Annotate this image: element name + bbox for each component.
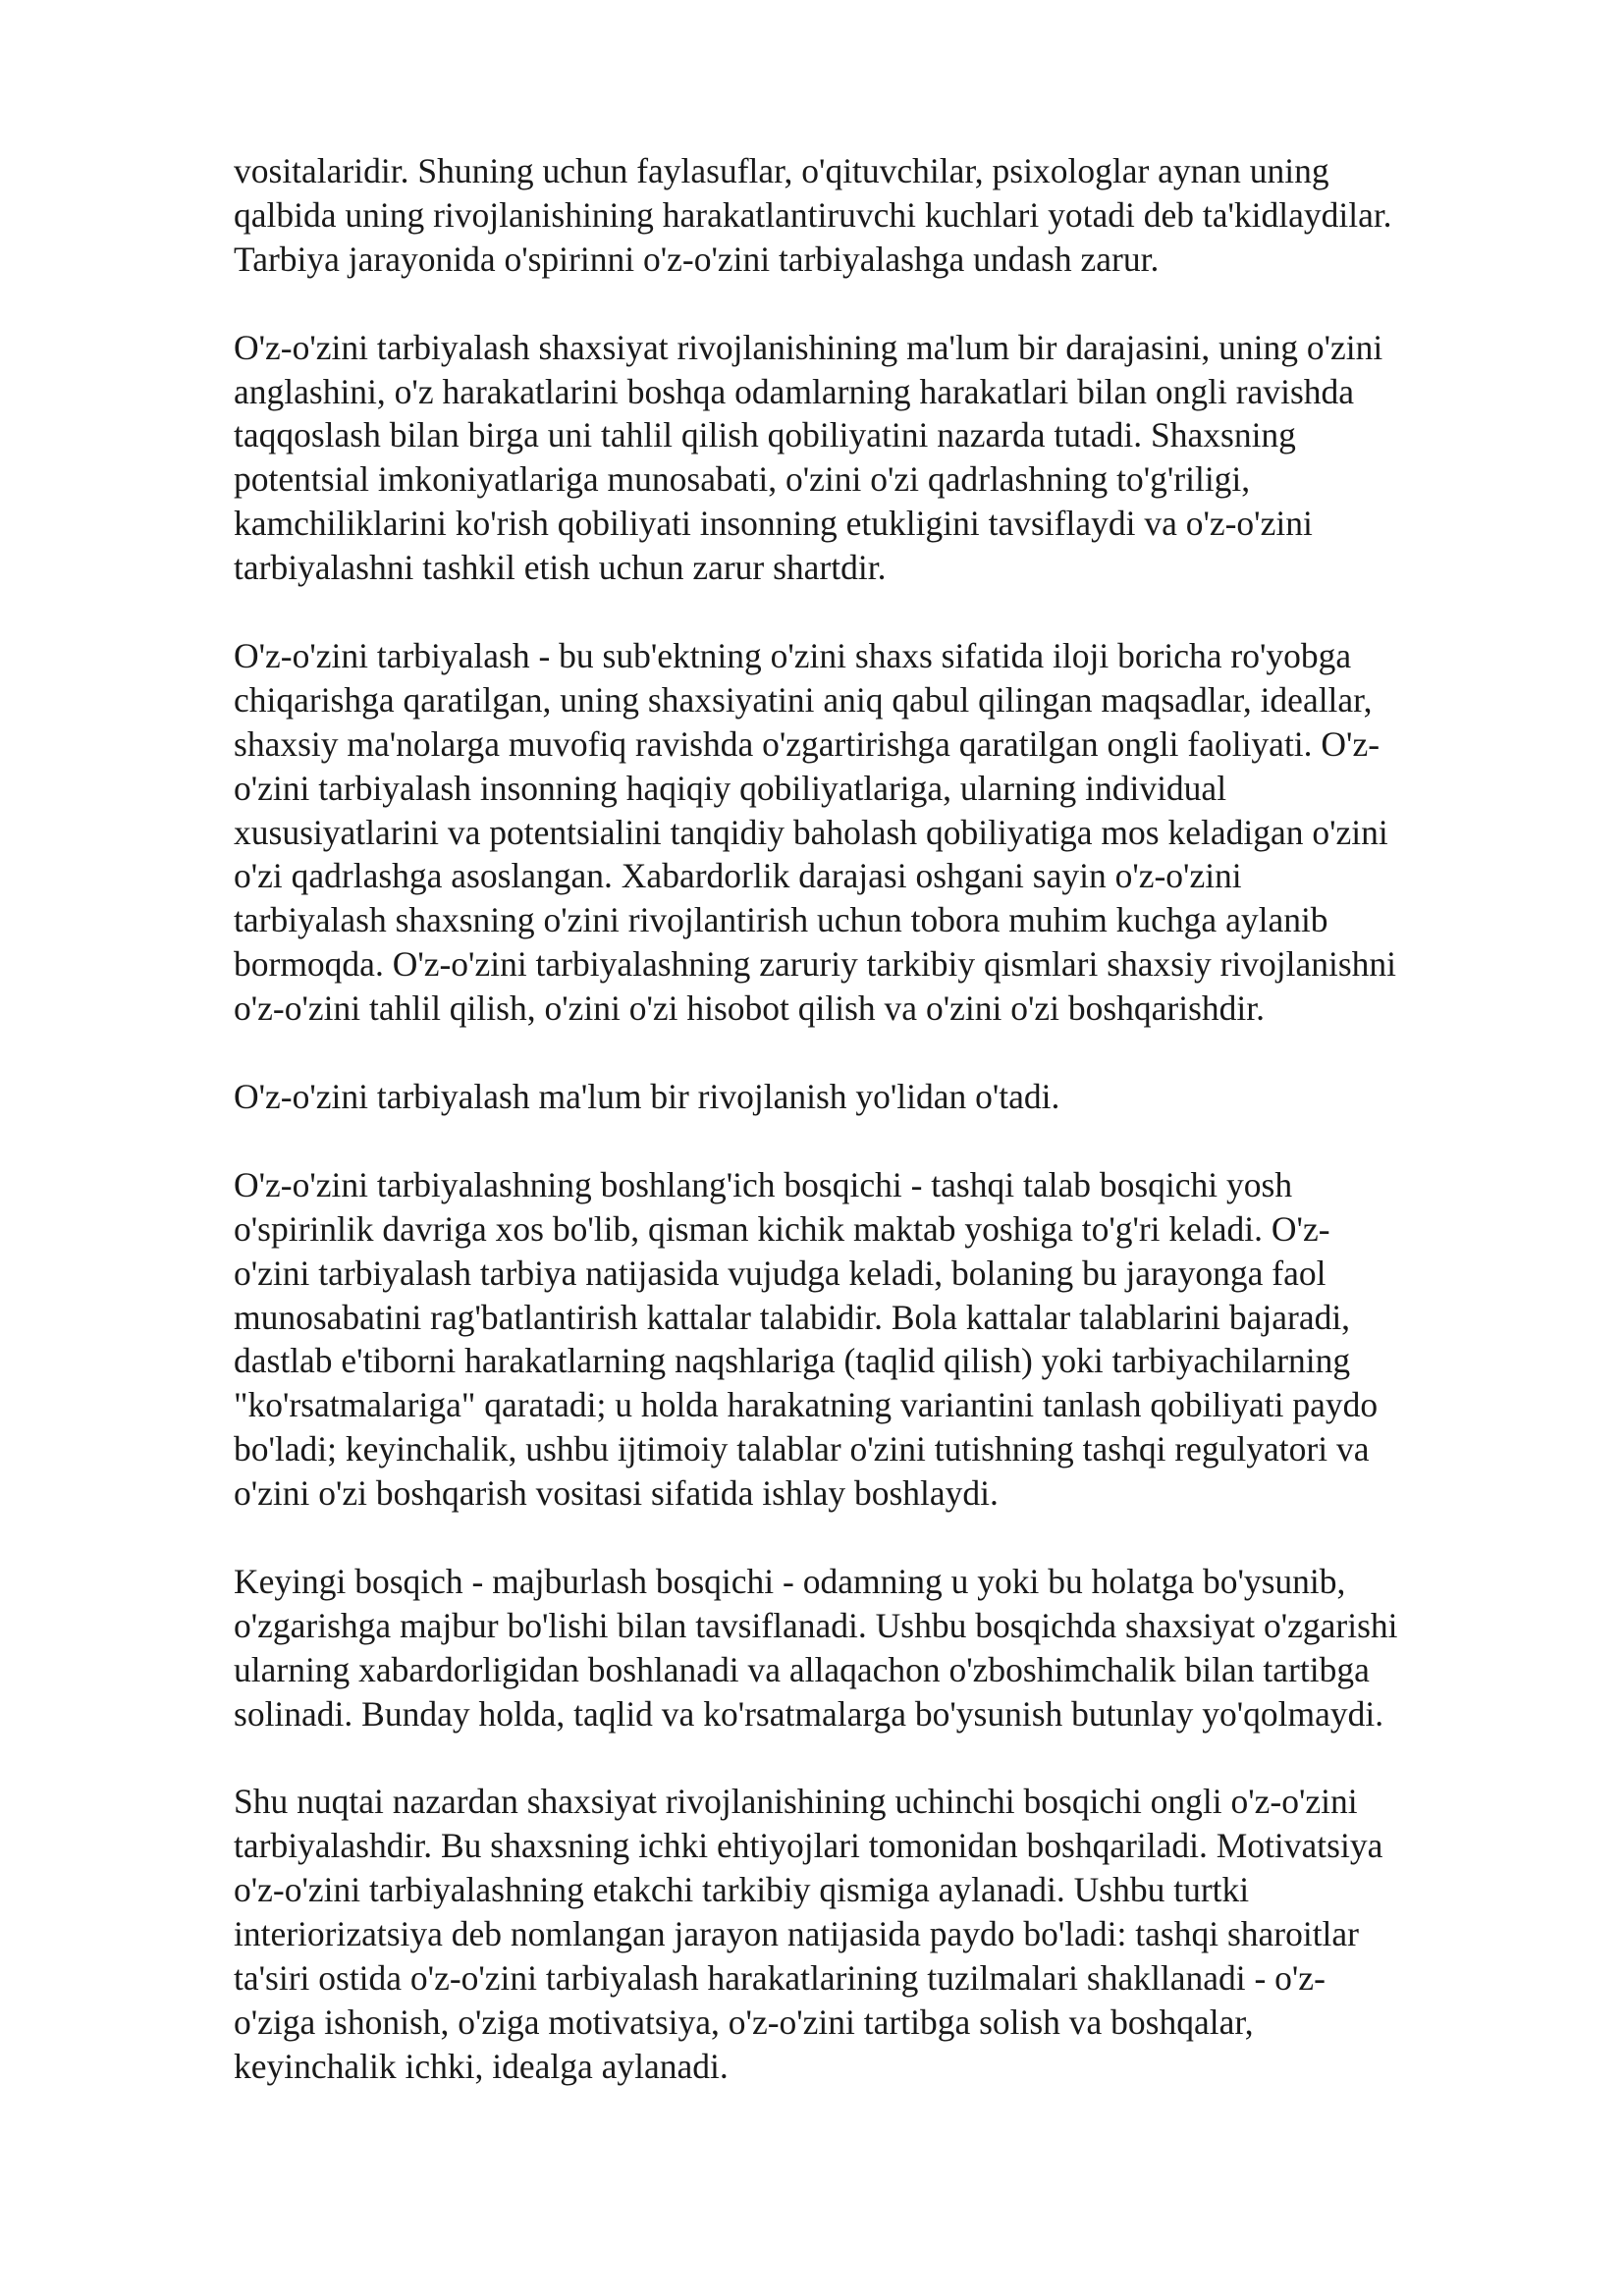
paragraph [234, 326, 1540, 590]
text-line: o'spirinlik davriga xos bo'lib, qisman kichik maktab yoshiga to'g'ri keladi. O'z- [234, 1208, 1330, 1249]
text-line: bo'ladi; keyinchalik, ushbu ijtimoiy talablar o'zini tutishning tashqi regulyatori va [234, 1429, 1370, 1469]
text-line: bormoqda. O'z-o'zini tarbiyalashning zaruriy tarkibiy qismlari shaxsiy rivojlanishni [234, 944, 1397, 985]
paragraph [234, 634, 1540, 1031]
text-line: interiorizatsiya deb nomlangan jarayon natijasida paydo bo'ladi: tashqi sharoitlar [234, 1914, 1360, 1954]
text-line: tarbiyalashdir. Bu shaxsning ichki ehtiyojlari tomonidan boshqariladi. Motivatsiya [234, 1826, 1383, 1866]
paragraph [234, 1560, 1540, 1736]
text-line: ta'siri ostida o'z-o'zini tarbiyalash harakatlarining tuzilmalari shakllanadi - o'z- [234, 1958, 1326, 1999]
text-line: O'z-o'zini tarbiyalash shaxsiyat rivojlanishining ma'lum bir darajasini, uning o'zini [234, 327, 1383, 367]
text-line: munosabatini rag'batlantirish kattalar talabidir. Bola kattalar talablarini bajaradi, [234, 1297, 1351, 1337]
text-line: o'ziga ishonish, o'ziga motivatsiya, o'z-o'zini tartibga solish va boshqalar, [234, 2002, 1254, 2042]
text-line: xususiyatlarini va potentsialini tanqidiy baholash qobiliyatiga mos keladigan o'zini [234, 812, 1388, 852]
text-line: kamchiliklarini ko'rish qobiliyati insonning etukligini tavsiflaydi va o'z-o'zini [234, 504, 1313, 544]
text-line: o'z-o'zini tahlil qilish, o'zini o'zi hisobot qilish va o'zini o'zi boshqarishdir. [234, 988, 1266, 1029]
text-line: chiqarishga qaratilgan, uning shaxsiyatini aniq qabul qilingan maqsadlar, ideallar, [234, 679, 1373, 720]
text-line: shaxsiy ma'nolarga muvofiq ravishda o'zgartirishga qaratilgan ongli faoliyati. O'z- [234, 723, 1380, 764]
text-line: taqqoslash bilan birga uni tahlil qilish qobiliyatini nazarda tutadi. Shaxsning [234, 415, 1296, 455]
paragraph [234, 149, 1540, 282]
text-line: o'zini o'zi boshqarish vositasi sifatida ishlay boshlaydi. [234, 1473, 999, 1514]
text-line: o'z-o'zini tarbiyalashning etakchi tarkibiy qismiga aylanadi. Ushbu turtki [234, 1870, 1250, 1910]
paragraph [234, 1075, 1540, 1119]
text-line: o'zgarishga majbur bo'lishi bilan tavsiflanadi. Ushbu bosqichda shaxsiyat o'zgarishi [234, 1605, 1398, 1645]
text-line: o'zini tarbiyalash insonning haqiqiy qobiliyatlariga, ularning individual [234, 768, 1227, 808]
document-body [234, 149, 1540, 2133]
text-line: O'z-o'zini tarbiyalash ma'lum bir rivojlanish yo'lidan o'tadi. [234, 1076, 1060, 1116]
text-line: qalbida uning rivojlanishining harakatlantiruvchi kuchlari yotadi deb ta'kidlaydilar. [234, 194, 1392, 235]
text-line: ularning xabardorligidan boshlanadi va allaqachon o'zboshimchalik bilan tartibga [234, 1649, 1370, 1689]
text-line: tarbiyalash shaxsning o'zini rivojlantirish uchun tobora muhim kuchga aylanib [234, 900, 1328, 940]
text-line: "ko'rsatmalariga" qaratadi; u holda harakatning variantini tanlash qobiliyati paydo [234, 1385, 1379, 1425]
text-line: solinadi. Bunday holda, taqlid va ko'rsatmalarga bo'ysunish butunlay yo'qolmaydi. [234, 1693, 1384, 1734]
text-line: anglashini, o'z harakatlarini boshqa odamlarning harakatlari bilan ongli ravishda [234, 371, 1355, 411]
text-line: vositalaridir. Shuning uchun faylasuflar, o'qituvchilar, psixologlar aynan uning [234, 151, 1329, 190]
paragraph [234, 1163, 1540, 1516]
paragraph [234, 1780, 1540, 2088]
text-line: O'z-o'zini tarbiyalashning boshlang'ich bosqichi - tashqi talab bosqichi yosh [234, 1164, 1293, 1204]
text-line: dastlab e'tiborni harakatlarning naqshlariga (taqlid qilish) yoki tarbiyachilarning [234, 1341, 1351, 1381]
text-line: Tarbiya jarayonida o'spirinni o'z-o'zini tarbiyalashga undash zarur. [234, 239, 1160, 279]
text-line: Shu nuqtai nazardan shaxsiyat rivojlanishining uchinchi bosqichi ongli o'z-o'zini [234, 1782, 1358, 1822]
text-line: potentsial imkoniyatlariga munosabati, o'zini o'zi qadrlashning to'g'riligi, [234, 459, 1251, 500]
text-line: Keyingi bosqich - majburlash bosqichi - odamning u yoki bu holatga bo'ysunib, [234, 1561, 1346, 1601]
text-line: tarbiyalashni tashkil etish uchun zarur shartdir. [234, 548, 887, 588]
text-line: O'z-o'zini tarbiyalash - bu sub'ektning o'zini shaxs sifatida iloji boricha ro'yobga [234, 635, 1352, 675]
text-line: o'zini tarbiyalash tarbiya natijasida vujudga keladi, bolaning bu jarayonga faol [234, 1253, 1326, 1293]
text-line: o'zi qadrlashga asoslangan. Xabardorlik darajasi oshgani sayin o'z-o'zini [234, 856, 1242, 896]
text-line: keyinchalik ichki, idealga aylanadi. [234, 2046, 729, 2086]
